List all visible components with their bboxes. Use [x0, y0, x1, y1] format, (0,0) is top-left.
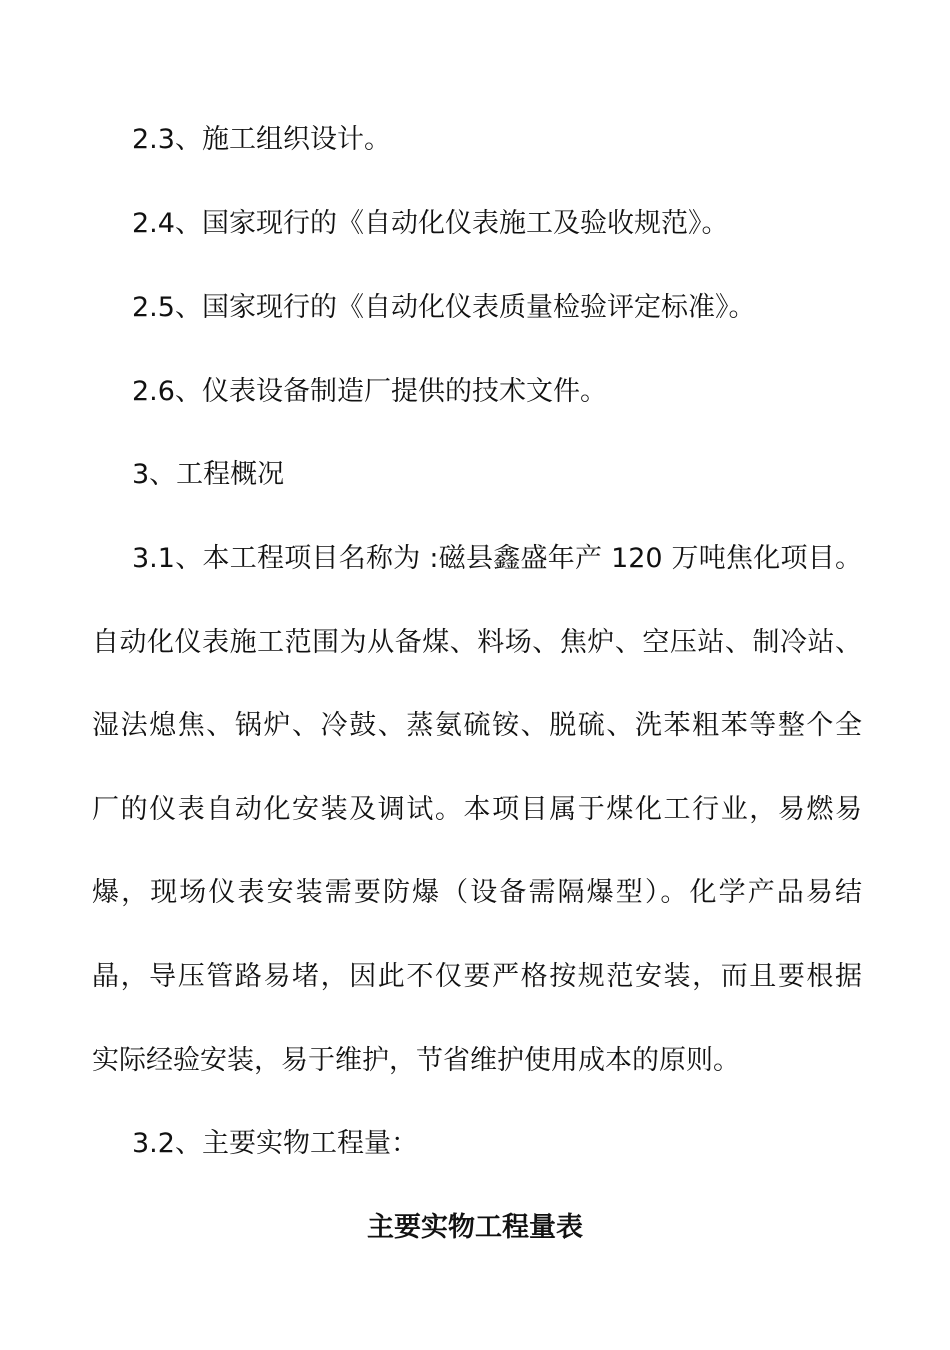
- paragraph-3-1-line-4: 厂的仪表自动化安装及调试。本项目属于煤化工行业，易燃易: [92, 794, 862, 825]
- item-2-4: 2.4、国家现行的《自动化仪表施工及验收规范》。: [132, 208, 729, 239]
- paragraph-3-1-line-5: 爆，现场仪表安装需要防爆（设备需隔爆型）。化学产品易结: [92, 877, 862, 908]
- item-3-2: 3.2、主要实物工程量：: [132, 1128, 418, 1159]
- item-2-6: 2.6、仪表设备制造厂提供的技术文件。: [132, 376, 607, 407]
- table-title: 主要实物工程量表: [367, 1212, 583, 1243]
- paragraph-3-1-line-1: 3.1、本工程项目名称为 :磁县鑫盛年产 120 万吨焦化项目。: [132, 543, 862, 574]
- paragraph-3-1-line-2: 自动化仪表施工范围为从备煤、料场、焦炉、空压站、制冷站、: [92, 627, 862, 658]
- item-2-5: 2.5、国家现行的《自动化仪表质量检验评定标准》。: [132, 292, 756, 323]
- paragraph-3-1-line-6: 晶，导压管路易堵，因此不仅要严格按规范安装，而且要根据: [92, 961, 862, 992]
- paragraph-3-1-line-3: 湿法熄焦、锅炉、冷鼓、蒸氨硫铵、脱硫、洗苯粗苯等整个全: [92, 710, 862, 741]
- paragraph-3-1-line-7: 实际经验安装，易于维护，节省维护使用成本的原则。: [92, 1045, 740, 1076]
- item-2-3: 2.3、施工组织设计。: [132, 124, 391, 155]
- section-3-heading: 3、工程概况: [132, 459, 285, 490]
